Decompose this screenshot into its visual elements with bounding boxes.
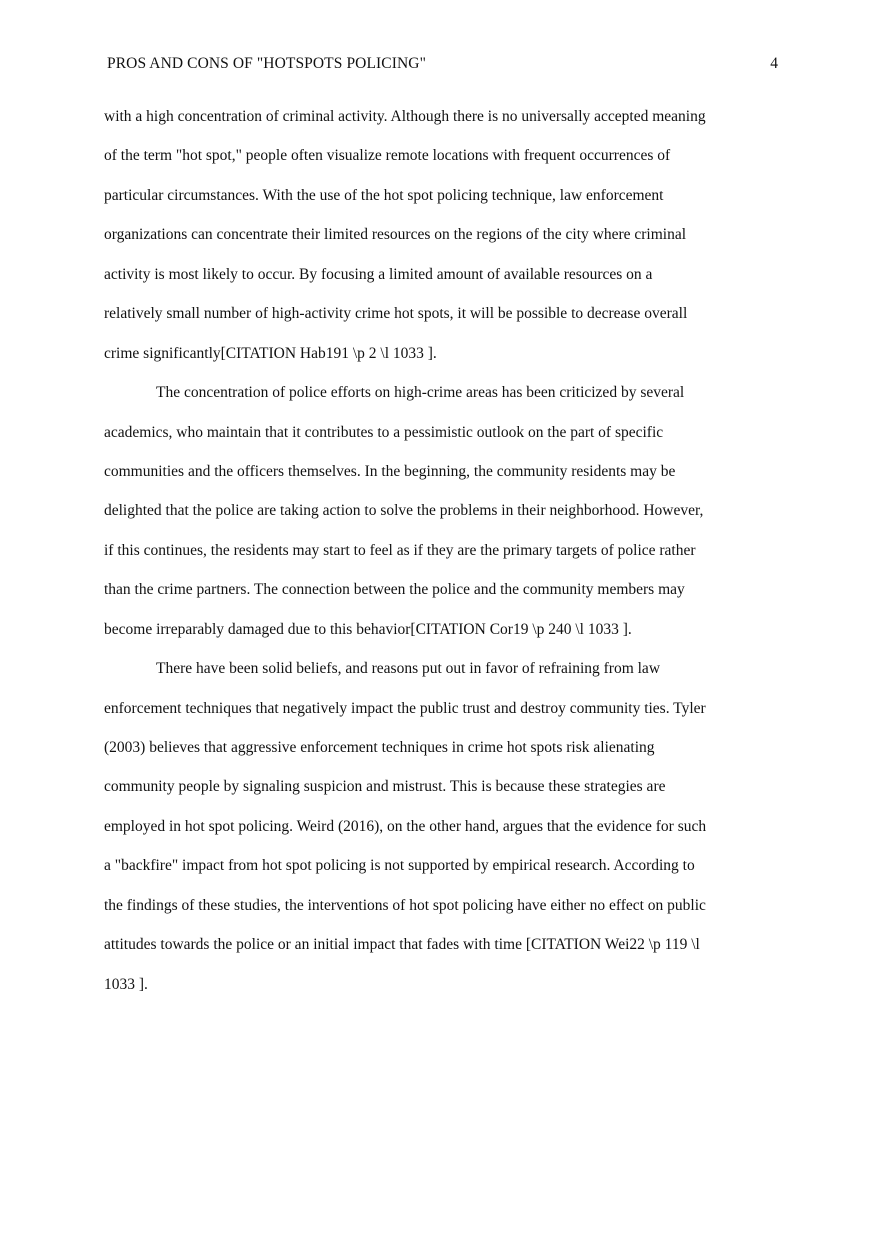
- text-line: attitudes towards the police or an initial impact that fades with time [CITATION Wei22 \p 119 \l: [104, 936, 700, 954]
- text-line: academics, who maintain that it contributes to a pessimistic outlook on the part of specific: [104, 423, 664, 441]
- text-line: (2003) believes that aggressive enforcement techniques in crime hot spots risk alienating: [104, 739, 655, 756]
- paragraph: [104, 97, 776, 373]
- paragraph: [104, 373, 776, 649]
- body-text: [104, 97, 776, 1004]
- text-line: relatively small number of high-activity crime hot spots, it will be possible to decrease overall: [104, 305, 688, 323]
- text-line: become irreparably damaged due to this behavior[CITATION Cor19 \p 240 \l 1033 ].: [104, 620, 632, 638]
- text-line: organizations can concentrate their limited resources on the regions of the city where criminal: [104, 226, 687, 244]
- text-line: with a high concentration of criminal activity. Although there is no universally accepted meaning: [104, 108, 706, 125]
- text-line: a "backfire" impact from hot spot policing is not supported by empirical research. According to: [104, 857, 695, 875]
- text-line: delighted that the police are taking action to solve the problems in their neighborhood. However,: [104, 502, 704, 520]
- text-line: There have been solid beliefs, and reasons put out in favor of refraining from law: [156, 660, 661, 678]
- running-head: PROS AND CONS OF "HOTSPOTS POLICING": [107, 55, 426, 72]
- paragraph: [104, 649, 776, 1004]
- text-line: The concentration of police efforts on high-crime areas has been criticized by several: [156, 384, 685, 402]
- text-line: the findings of these studies, the interventions of hot spot policing have either no effect on public: [104, 896, 706, 914]
- text-line: enforcement techniques that negatively impact the public trust and destroy community ties. Tyler: [104, 699, 706, 717]
- text-line: community people by signaling suspicion and mistrust. This is because these strategies are: [104, 778, 666, 796]
- text-line: than the crime partners. The connection between the police and the community members may: [104, 581, 685, 599]
- text-line: activity is most likely to occur. By focusing a limited amount of available resources on a: [104, 265, 653, 283]
- text-line: if this continues, the residents may start to feel as if they are the primary targets of police rather: [104, 541, 696, 559]
- text-line: 1033 ].: [104, 975, 148, 993]
- text-line: employed in hot spot policing. Weird (2016), on the other hand, argues that the evidence for such: [104, 817, 707, 835]
- text-line: crime significantly[CITATION Hab191 \p 2 \l 1033 ].: [104, 344, 437, 362]
- text-line: particular circumstances. With the use of the hot spot policing technique, law enforcement: [104, 186, 664, 204]
- text-line: of the term "hot spot," people often visualize remote locations with frequent occurrences of: [104, 147, 671, 165]
- page-number: 4: [770, 55, 778, 72]
- text-line: communities and the officers themselves. In the beginning, the community residents may be: [104, 462, 676, 480]
